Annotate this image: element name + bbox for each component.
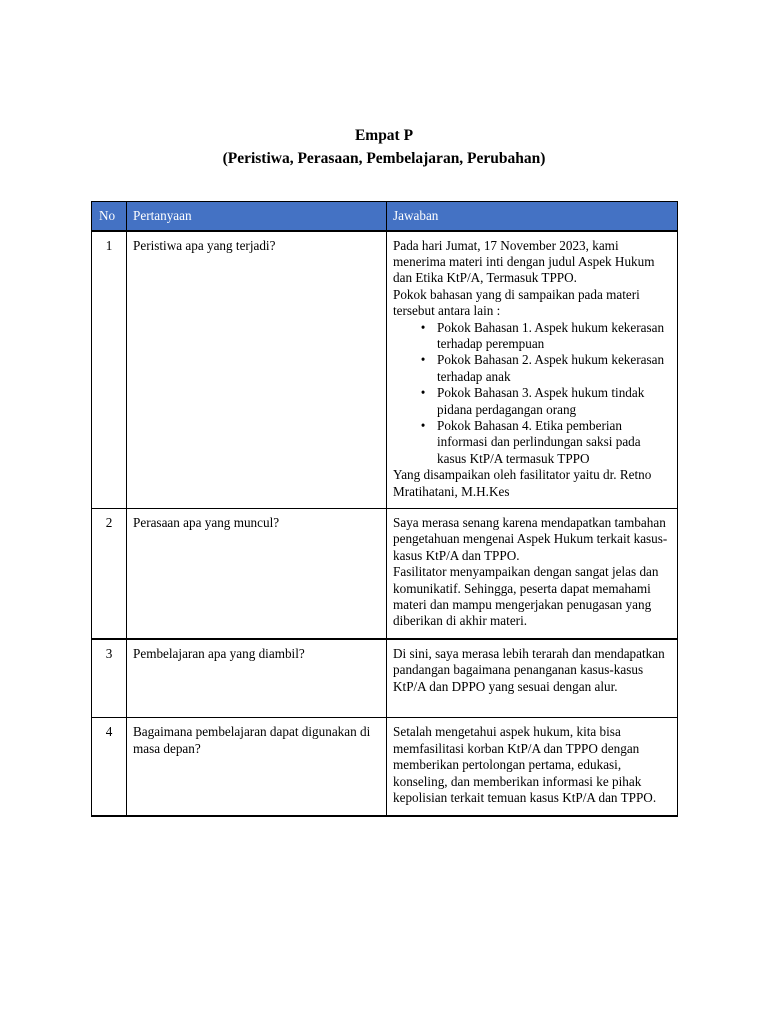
header-no: No [92, 202, 127, 231]
answer-outro: Yang disampaikan oleh fasilitator yaitu dr. Retno Mratihatani, M.H.Kes [393, 467, 652, 499]
bullet-icon: • [420, 385, 426, 401]
row-question: Bagaimana pembelajaran dapat digunakan di masa depan? [127, 718, 387, 816]
bullet-icon: • [420, 417, 426, 433]
row-number: 4 [92, 718, 127, 816]
topic-list [393, 320, 671, 468]
row-number: 2 [92, 509, 127, 639]
header-answer: Jawaban [387, 202, 678, 231]
answer-paragraph: Saya merasa senang karena mendapatkan tambahan pengetahuan mengenai Aspek Hukum terkait kasus-kasus KtP/A dan TPPO. [393, 515, 668, 563]
row-question: Perasaan apa yang muncul? [127, 509, 387, 639]
row-question: Peristiwa apa yang terjadi? [127, 231, 387, 509]
list-item: • Pokok Bahasan 3. Aspek hukum tindak pidana perdagangan orang [417, 385, 671, 418]
answer-paragraph: Fasilitator menyampaikan dengan sangat jelas dan komunikatif. Sehingga, peserta dapat memahami materi dan mampu mengerjakan penugasan yang diberikan di akhir materi. [393, 564, 659, 629]
row-answer: Di sini, saya merasa lebih terarah dan mendapatkan pandangan bagaimana penanganan kasus-kasus KtP/A dan DPPO yang sesuai dengan alur. [387, 639, 678, 718]
list-item: • Pokok Bahasan 2. Aspek hukum kekerasan terhadap anak [417, 352, 671, 385]
bullet-icon: • [420, 319, 426, 335]
header-question: Pertanyaan [127, 202, 387, 231]
row-number: 1 [92, 231, 127, 509]
document-subtitle: (Peristiwa, Perasaan, Pembelajaran, Perubahan) [222, 150, 546, 167]
list-item: • Pokok Bahasan 4. Etika pemberian informasi dan perlindungan saksi pada kasus KtP/A termasuk TPPO [417, 418, 671, 467]
row-answer [387, 231, 678, 509]
table-header-row [92, 202, 678, 231]
table-row [92, 509, 678, 639]
reflection-table [91, 201, 678, 817]
list-item: • Pokok Bahasan 1. Aspek hukum kekerasan terhadap perempuan [417, 320, 671, 353]
row-answer: Setalah mengetahui aspek hukum, kita bisa memfasilitasi korban KtP/A dan TPPO dengan memberikan pertolongan pertama, edukasi, konseling, dan memberikan informasi ke pihak kepolisian terkait temuan kasus KtP/A dan TPPO. [387, 718, 678, 816]
document-title-block [0, 124, 768, 170]
row-number: 3 [92, 639, 127, 718]
row-question: Pembelajaran apa yang diambil? [127, 639, 387, 718]
table-row [92, 718, 678, 816]
bullet-icon: • [420, 352, 426, 368]
answer-lead: Pokok bahasan yang di sampaikan pada materi tersebut antara lain : [393, 286, 640, 319]
row-answer [387, 509, 678, 639]
document-title: Empat P [354, 127, 414, 144]
table-row [92, 639, 678, 718]
table-row [92, 231, 678, 509]
answer-intro: Pada hari Jumat, 17 November 2023, kami menerima materi inti dengan judul Aspek Hukum dan Etika KtP/A, Termasuk TPPO. [393, 237, 655, 286]
